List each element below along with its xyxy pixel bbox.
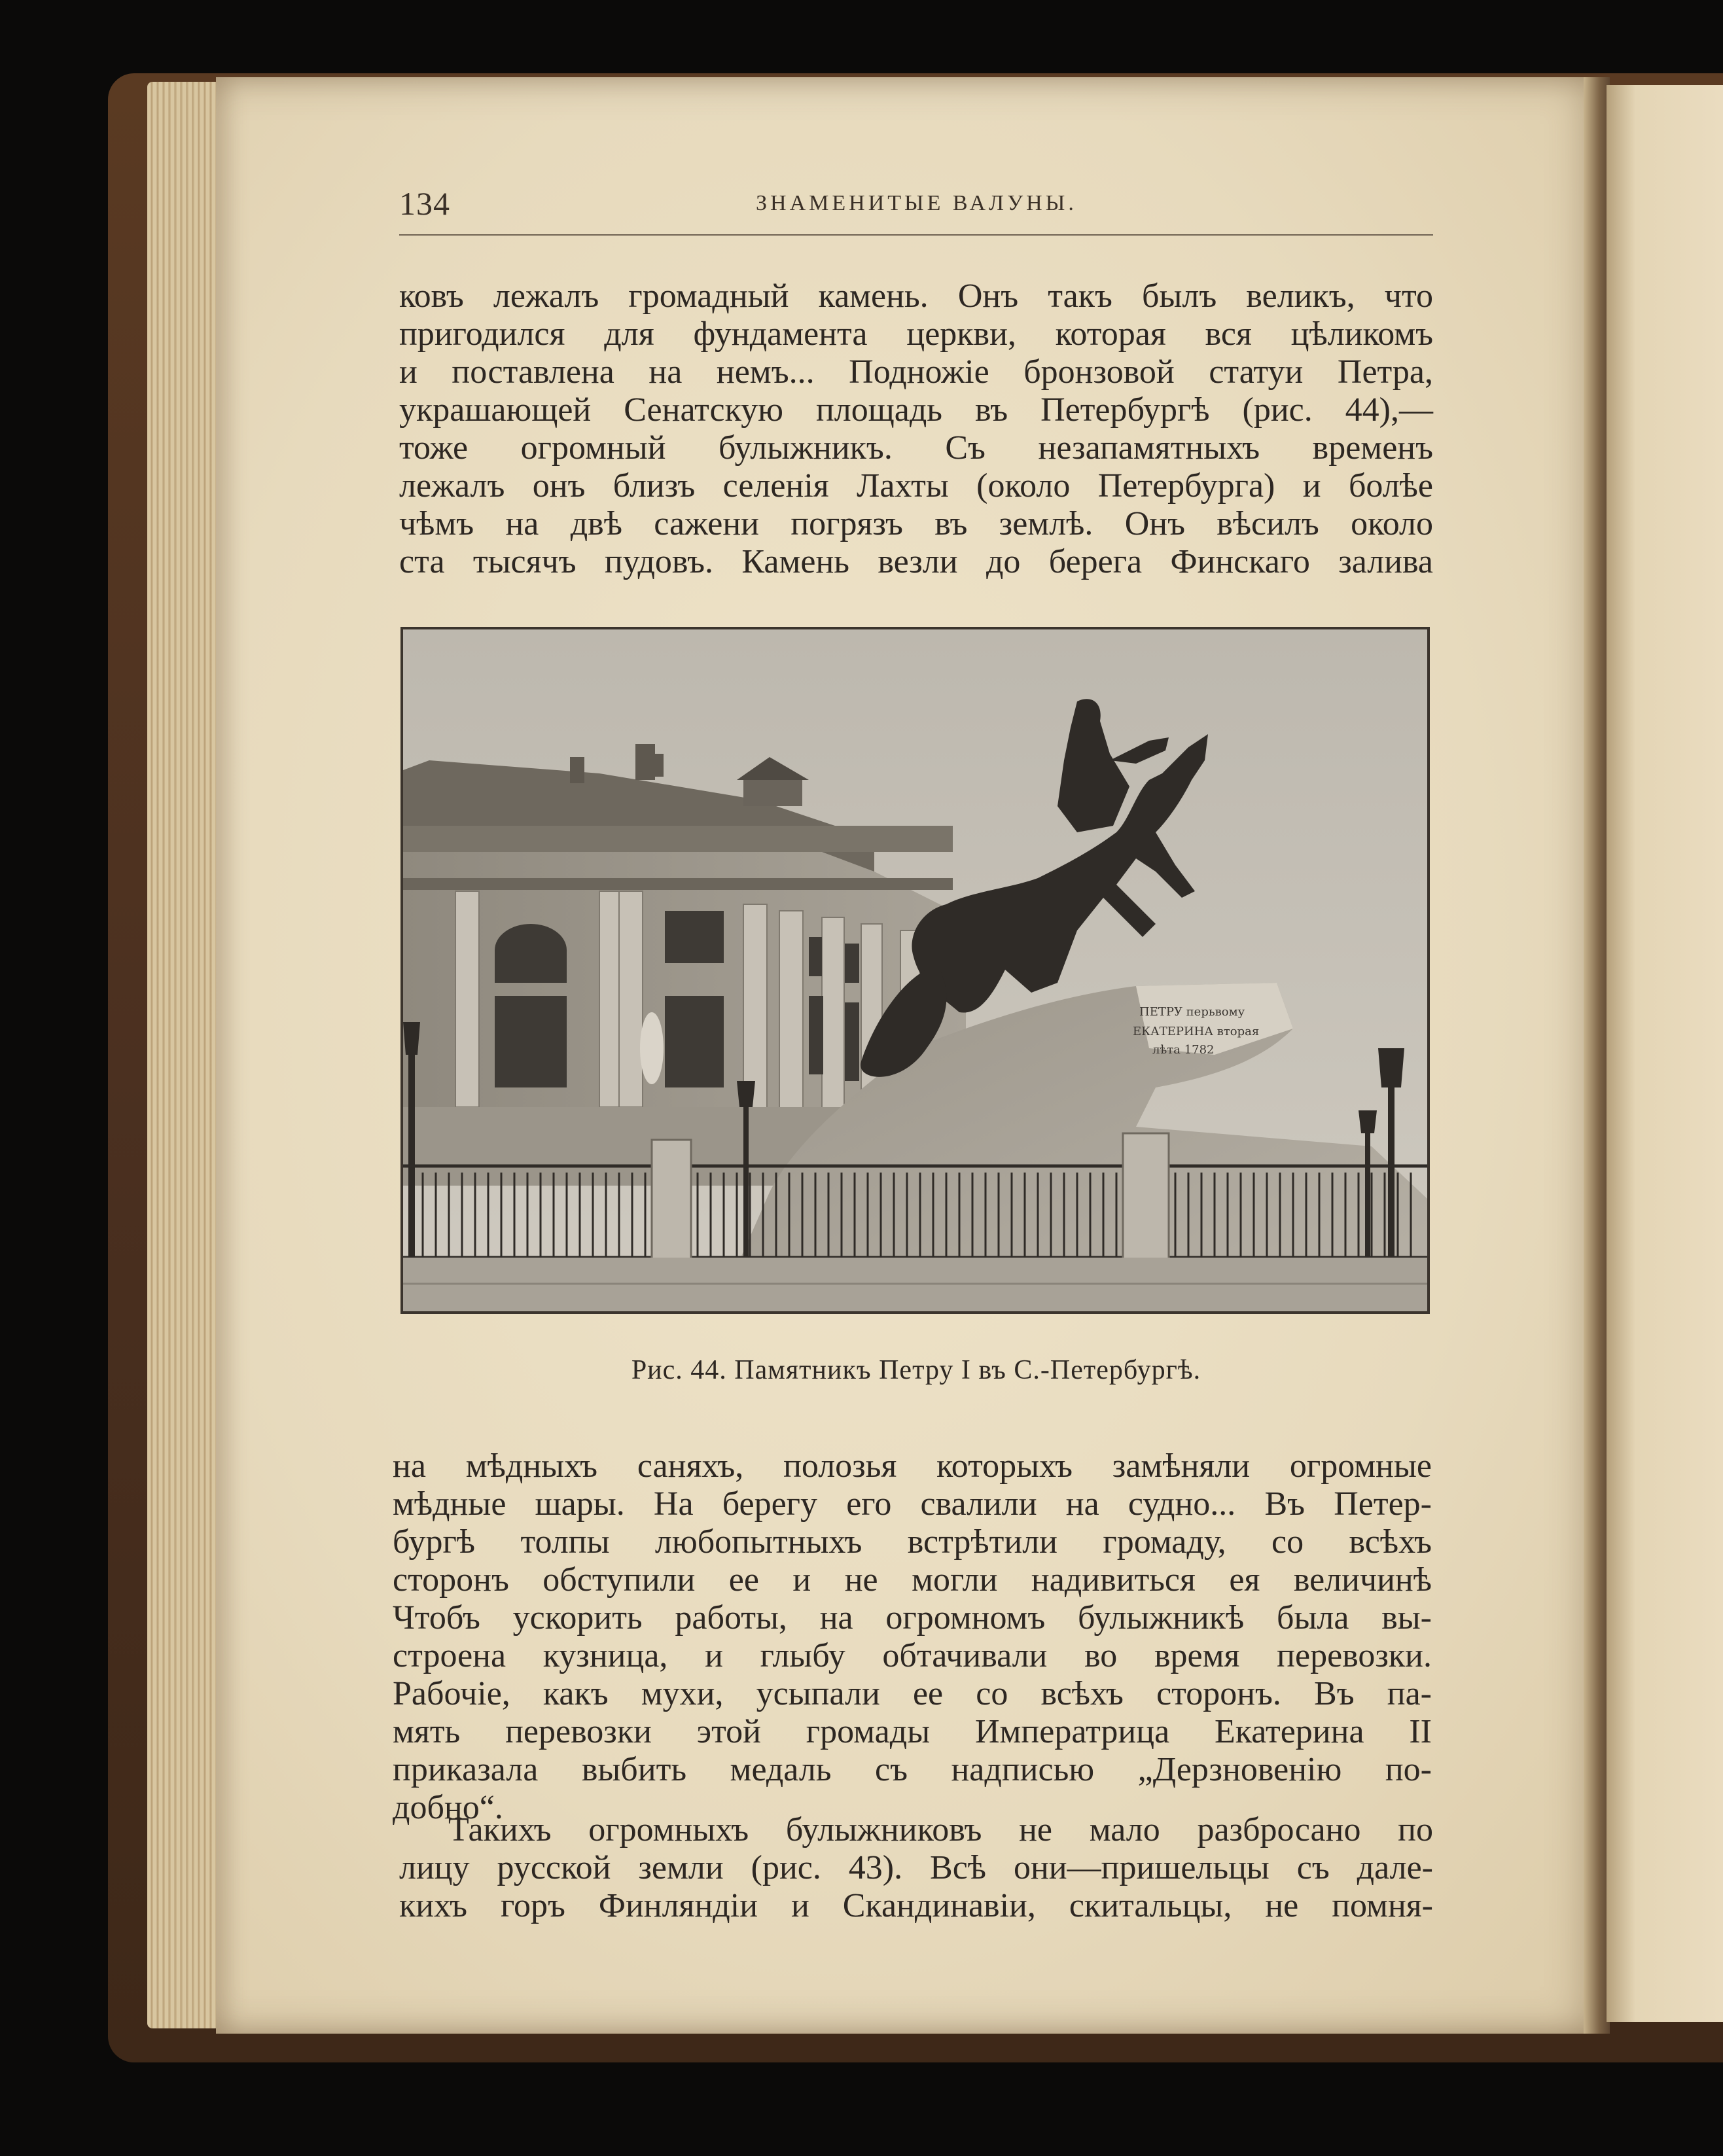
inscription-line: лѣта 1782 [1152, 1043, 1215, 1057]
text-line: и поставлена на немъ... Подножіе бронзовой статуи Петра, [399, 353, 1433, 391]
running-head [399, 185, 1433, 224]
inscription-line: ПЕТРУ перьвому [1139, 1005, 1245, 1019]
inscription-line: ЕКАТЕРИНА вторая [1133, 1025, 1260, 1038]
text-line: лицу русской земли (рис. 43). Всѣ они—пришельцы съ дале- [399, 1849, 1433, 1886]
text-line: чѣмъ на двѣ сажени погрязъ въ землѣ. Онъ вѣсилъ около [399, 505, 1433, 542]
text-line: лежалъ онъ близъ селенія Лахты (около Петербурга) и болѣе [399, 467, 1433, 504]
page-number: 134 [399, 185, 450, 222]
text-line: мѣдные шары. На берегу его свалили на судно... Въ Петер- [393, 1485, 1432, 1523]
facing-page [1607, 85, 1723, 2022]
text-line: Рабочіе, какъ мухи, усыпали ее со всѣхъ сторонъ. Въ па- [393, 1675, 1432, 1712]
text-line: пригодился для фундамента церкви, которая вся цѣликомъ [399, 315, 1433, 353]
text-line: кихъ горъ Финляндіи и Скандинавіи, скитальцы, не помня- [399, 1887, 1433, 1924]
text-line: мять перевозки этой громады Императрица Екатерина II [393, 1713, 1432, 1750]
text-line: Чтобъ ускорить работы, на огромномъ булыжникѣ была вы- [393, 1599, 1432, 1636]
paragraph-1 [399, 277, 1433, 581]
text-line: украшающей Сенатскую площадь въ Петербургѣ (рис. 44),— [399, 391, 1433, 429]
text-line: ста тысячъ пудовъ. Камень везли до берега Финскаго залива [399, 543, 1433, 580]
header-rule [399, 234, 1433, 236]
figure-44-photo [400, 627, 1430, 1314]
text-line: строена кузница, и глыбу обтачивали во время перевозки. [393, 1637, 1432, 1674]
header-title: ЗНАМЕНИТЫЕ ВАЛУНЫ. [756, 191, 1077, 215]
paragraph-3 [399, 1811, 1433, 1925]
text-line: на мѣдныхъ саняхъ, полозья которыхъ замѣняли огромные [393, 1447, 1432, 1485]
text-line: Такихъ огромныхъ булыжниковъ не мало разбросано по [448, 1811, 1433, 1848]
text-line: бургѣ толпы любопытныхъ встрѣтили громаду, со всѣхъ [393, 1523, 1432, 1561]
bronze-horseman-photo [403, 629, 1427, 1311]
paragraph-2 [393, 1447, 1432, 1827]
text-line: ковъ лежалъ громадный камень. Онъ такъ былъ великъ, что [399, 277, 1433, 315]
text-line: тоже огромный булыжникъ. Съ незапамятныхъ временъ [399, 429, 1433, 467]
book-gutter [1584, 77, 1610, 2034]
text-line: добно“. [393, 1789, 503, 1826]
figure-caption: Рис. 44. Памятникъ Петру I въ С.-Петербургѣ. [631, 1355, 1201, 1385]
text-line: сторонъ обступили ее и не могли надивиться ея величинѣ [393, 1561, 1432, 1599]
text-line: приказала выбить медаль съ надписью „Дерзновенію по- [393, 1751, 1432, 1788]
